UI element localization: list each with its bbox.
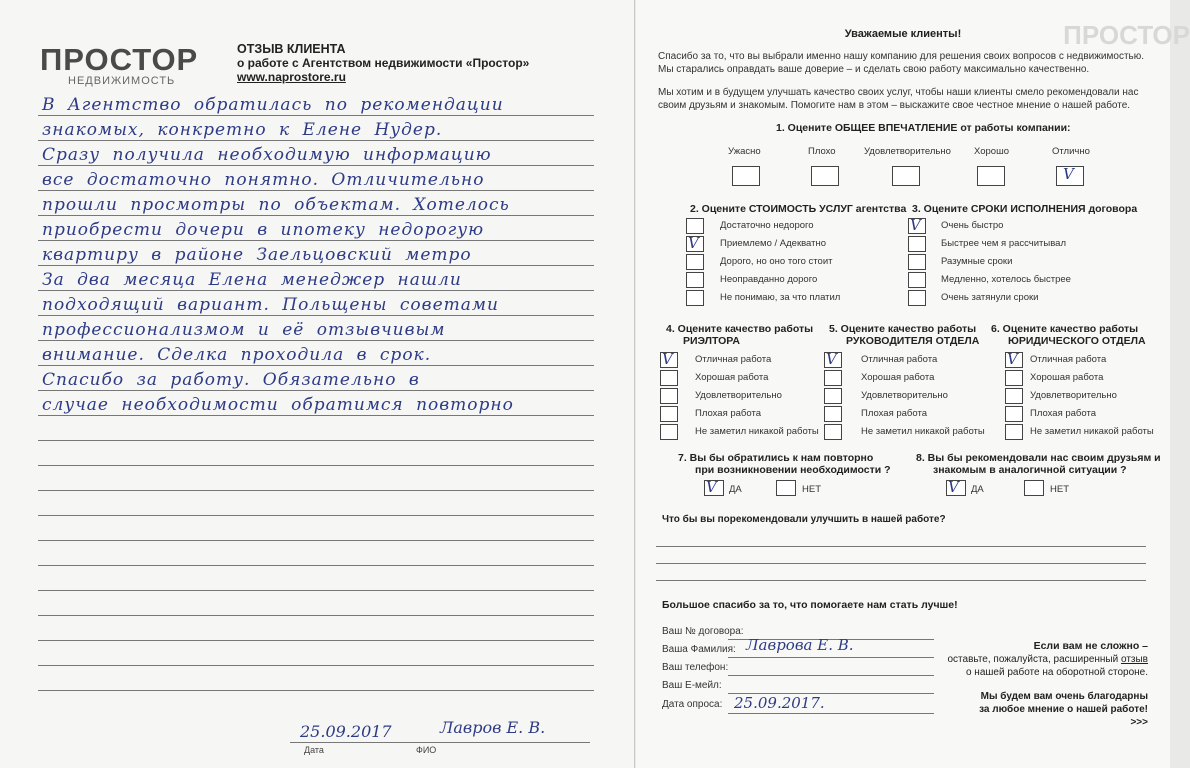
- surname-value: Лаврова Е. В.: [746, 636, 854, 654]
- q6-checkbox[interactable]: [1005, 370, 1023, 386]
- q7-yes-checkbox[interactable]: V: [704, 480, 724, 496]
- form-label: Ваш телефон:: [662, 662, 729, 673]
- q2-checkbox[interactable]: [686, 290, 704, 306]
- logo-sub: НЕДВИЖИМОСТЬ: [68, 75, 176, 87]
- q2-option-label: Достаточно недорого: [720, 220, 814, 231]
- q3-title: 3. Оцените СРОКИ ИСПОЛНЕНИЯ договора: [912, 203, 1138, 215]
- q6-option-label: Хорошая работа: [1030, 372, 1104, 383]
- q5-checkbox[interactable]: V: [824, 352, 842, 368]
- q3-checkbox[interactable]: V: [908, 218, 926, 234]
- q5-option-label: Не заметил никакой работы: [861, 426, 985, 437]
- q7-no-label: НЕТ: [802, 484, 821, 495]
- review-subtitle: о работе с Агентством недвижимости «Простор»: [237, 56, 530, 70]
- q4-checkbox[interactable]: [660, 370, 678, 386]
- q3-checkbox[interactable]: [908, 290, 926, 306]
- q3-option-label: Быстрее чем я рассчитывал: [941, 238, 1067, 249]
- improve-line[interactable]: [656, 546, 1146, 547]
- q7-no-checkbox[interactable]: [776, 480, 796, 496]
- date-caption: Дата: [304, 745, 324, 755]
- q6-option-label: Не заметил никакой работы: [1030, 426, 1154, 437]
- review-line: профессионализмом и её отзывчивым: [42, 320, 446, 340]
- review-line: все достаточно понятно. Отличительно: [42, 170, 485, 190]
- q7-title: 7. Вы бы обратились к нам повторно при возникновении необходимости ?: [678, 452, 891, 476]
- name-caption: ФИО: [416, 745, 437, 755]
- review-line: приобрести дочери в ипотеку недорогую: [42, 220, 485, 240]
- q2-option-label: Дорого, но оно того стоит: [720, 256, 833, 267]
- q6-option-label: Удовлетворительно: [1030, 390, 1117, 401]
- next-page-arrows: >>>: [1130, 717, 1148, 728]
- signature-date: 25.09.2017: [300, 722, 392, 741]
- q1-option-label: Отлично: [1052, 146, 1090, 157]
- gratitude-note: Мы будем вам очень благодарны за любое мнение о нашей работе! >>>: [979, 691, 1148, 728]
- q5-checkbox[interactable]: [824, 370, 842, 386]
- q1-option-label: Хорошо: [974, 146, 1009, 157]
- intro-paragraph-1: Спасибо за то, что вы выбрали именно нашу компанию для решения своих вопросов с недвижимостью. Мы старались оправдать ваше доверие – и сделать свою работу максимально качественно.: [658, 51, 1145, 75]
- q1-checkbox[interactable]: [892, 166, 920, 186]
- logo-ghost: ПРОСТОР: [1063, 20, 1190, 50]
- review-line: подходящий вариант. Польщены советами: [42, 295, 499, 315]
- q3-checkbox[interactable]: [908, 272, 926, 288]
- logo-name: ПРОСТОР: [40, 42, 199, 77]
- q6-checkbox[interactable]: V: [1005, 352, 1023, 368]
- intro-paragraph-2: Мы хотим и в будущем улучшать качество своих услуг, чтобы наши клиенты смело рекомендовали нас своим друзьям и знакомым. Помогите нам в этом – выскажите свое честное мнение о нашей работе.: [658, 87, 1139, 111]
- q6-option-label: Отличная работа: [1030, 354, 1107, 365]
- review-line: случае необходимости обратимся повторно: [42, 395, 514, 415]
- q8-yes-checkbox[interactable]: V: [946, 480, 966, 496]
- q3-checkbox[interactable]: [908, 236, 926, 252]
- surname-field[interactable]: [728, 657, 934, 658]
- review-line: внимание. Сделка проходила в срок.: [42, 345, 432, 365]
- q1-title: 1. Оцените ОБЩЕЕ ВПЕЧАТЛЕНИЕ от работы компании:: [776, 122, 1071, 134]
- logo: [40, 44, 198, 87]
- q8-no-label: НЕТ: [1050, 484, 1069, 495]
- review-header: [237, 42, 529, 84]
- review-line: Сразу получила необходимую информацию: [42, 145, 492, 165]
- q5-option-label: Отличная работа: [861, 354, 938, 365]
- improve-line[interactable]: [656, 580, 1146, 581]
- survey-page: [636, 0, 1190, 768]
- q4-option-label: Хорошая работа: [695, 372, 769, 383]
- date-field[interactable]: [728, 713, 934, 714]
- q2-option-label: Неоправданно дорого: [720, 274, 818, 285]
- q3-checkbox[interactable]: [908, 254, 926, 270]
- q4-checkbox[interactable]: [660, 424, 678, 440]
- q4-checkbox[interactable]: [660, 406, 678, 422]
- review-line: Спасибо за работу. Обязательно в: [42, 370, 420, 390]
- q1-checkbox[interactable]: V: [1056, 166, 1084, 186]
- q1-option-label: Ужасно: [728, 146, 761, 157]
- q6-checkbox[interactable]: [1005, 406, 1023, 422]
- q1-checkbox[interactable]: [977, 166, 1005, 186]
- phone-field[interactable]: [728, 675, 934, 676]
- q5-checkbox[interactable]: [824, 424, 842, 440]
- q3-option-label: Очень затянули сроки: [941, 292, 1039, 303]
- q2-checkbox[interactable]: [686, 272, 704, 288]
- form-label: Дата опроса:: [662, 699, 723, 710]
- q2-option-label: Не понимаю, за что платил: [720, 292, 841, 303]
- q4-option-label: Не заметил никакой работы: [695, 426, 819, 437]
- q8-yes-label: ДА: [971, 484, 984, 495]
- q1-checkbox[interactable]: [732, 166, 760, 186]
- form-label: Ваша Фамилия:: [662, 644, 736, 655]
- q5-option-label: Удовлетворительно: [861, 390, 948, 401]
- q3-option-label: Разумные сроки: [941, 256, 1013, 267]
- q5-checkbox[interactable]: [824, 388, 842, 404]
- q5-option-label: Плохая работа: [861, 408, 927, 419]
- improve-question: Что бы вы порекомендовали улучшить в нашей работе?: [662, 514, 946, 525]
- review-line: знакомых, конкретно к Елене Нудер.: [42, 120, 443, 140]
- q2-checkbox[interactable]: V: [686, 236, 704, 252]
- q2-option-label: Приемлемо / Адекватно: [720, 238, 827, 249]
- q6-option-label: Плохая работа: [1030, 408, 1096, 419]
- review-url: www.naprostore.ru: [237, 70, 346, 84]
- thanks-heading: Большое спасибо за то, что помогаете нам стать лучше!: [662, 599, 958, 611]
- review-line: прошли просмотры по объектам. Хотелось: [42, 195, 510, 215]
- q4-option-label: Отличная работа: [695, 354, 772, 365]
- q3-option-label: Медленно, хотелось быстрее: [941, 274, 1071, 285]
- survey-title: Уважаемые клиенты!: [844, 28, 962, 40]
- q4-title: 4. Оцените качество работы РИЭЛТОРА: [666, 323, 814, 347]
- q6-title: 6. Оцените качество работы ЮРИДИЧЕСКОГО ОТДЕЛА: [991, 323, 1146, 347]
- q4-checkbox[interactable]: V: [660, 352, 678, 368]
- q5-option-label: Хорошая работа: [861, 372, 935, 383]
- q4-option-label: Удовлетворительно: [695, 390, 782, 401]
- q7-yes-label: ДА: [729, 484, 742, 495]
- q5-checkbox[interactable]: [824, 406, 842, 422]
- signature-name: Лавров Е. В.: [440, 718, 546, 737]
- q2-checkbox[interactable]: [686, 218, 704, 234]
- form-label: Ваш № договора:: [662, 626, 744, 637]
- date-value: 25.09.2017.: [734, 694, 825, 712]
- q2-title: 2. Оцените СТОИМОСТЬ УСЛУГ агентства: [690, 203, 907, 215]
- q8-no-checkbox[interactable]: [1024, 480, 1044, 496]
- extended-review-note: Если вам не сложно – оставьте, пожалуйста, расширенный отзыв о нашей работе на оборотной стороне.: [947, 640, 1148, 678]
- review-line: В Агентство обратилась по рекомендации: [42, 95, 504, 115]
- q1-option-label: Плохо: [808, 146, 836, 157]
- q3-option-label: Очень быстро: [941, 220, 1004, 231]
- q4-option-label: Плохая работа: [695, 408, 761, 419]
- q5-title: 5. Оцените качество работы РУКОВОДИТЕЛЯ ОТДЕЛА: [829, 323, 980, 347]
- q4-checkbox[interactable]: [660, 388, 678, 404]
- q1-option-label: Удовлетворительно: [864, 146, 951, 157]
- q1-checkbox[interactable]: [811, 166, 839, 186]
- review-title: ОТЗЫВ КЛИЕНТА: [237, 42, 346, 56]
- form-label: Ваш Е-мейл:: [662, 680, 722, 691]
- review-line: квартиру в районе Заельцовский метро: [42, 245, 472, 265]
- improve-line[interactable]: [656, 563, 1146, 564]
- q2-checkbox[interactable]: [686, 254, 704, 270]
- review-line: За два месяца Елена менеджер нашли: [42, 270, 462, 290]
- q6-checkbox[interactable]: [1005, 424, 1023, 440]
- q8-title: 8. Вы бы рекомендовали нас своим друзьям и знакомым в аналогичной ситуации ?: [916, 452, 1161, 476]
- q6-checkbox[interactable]: [1005, 388, 1023, 404]
